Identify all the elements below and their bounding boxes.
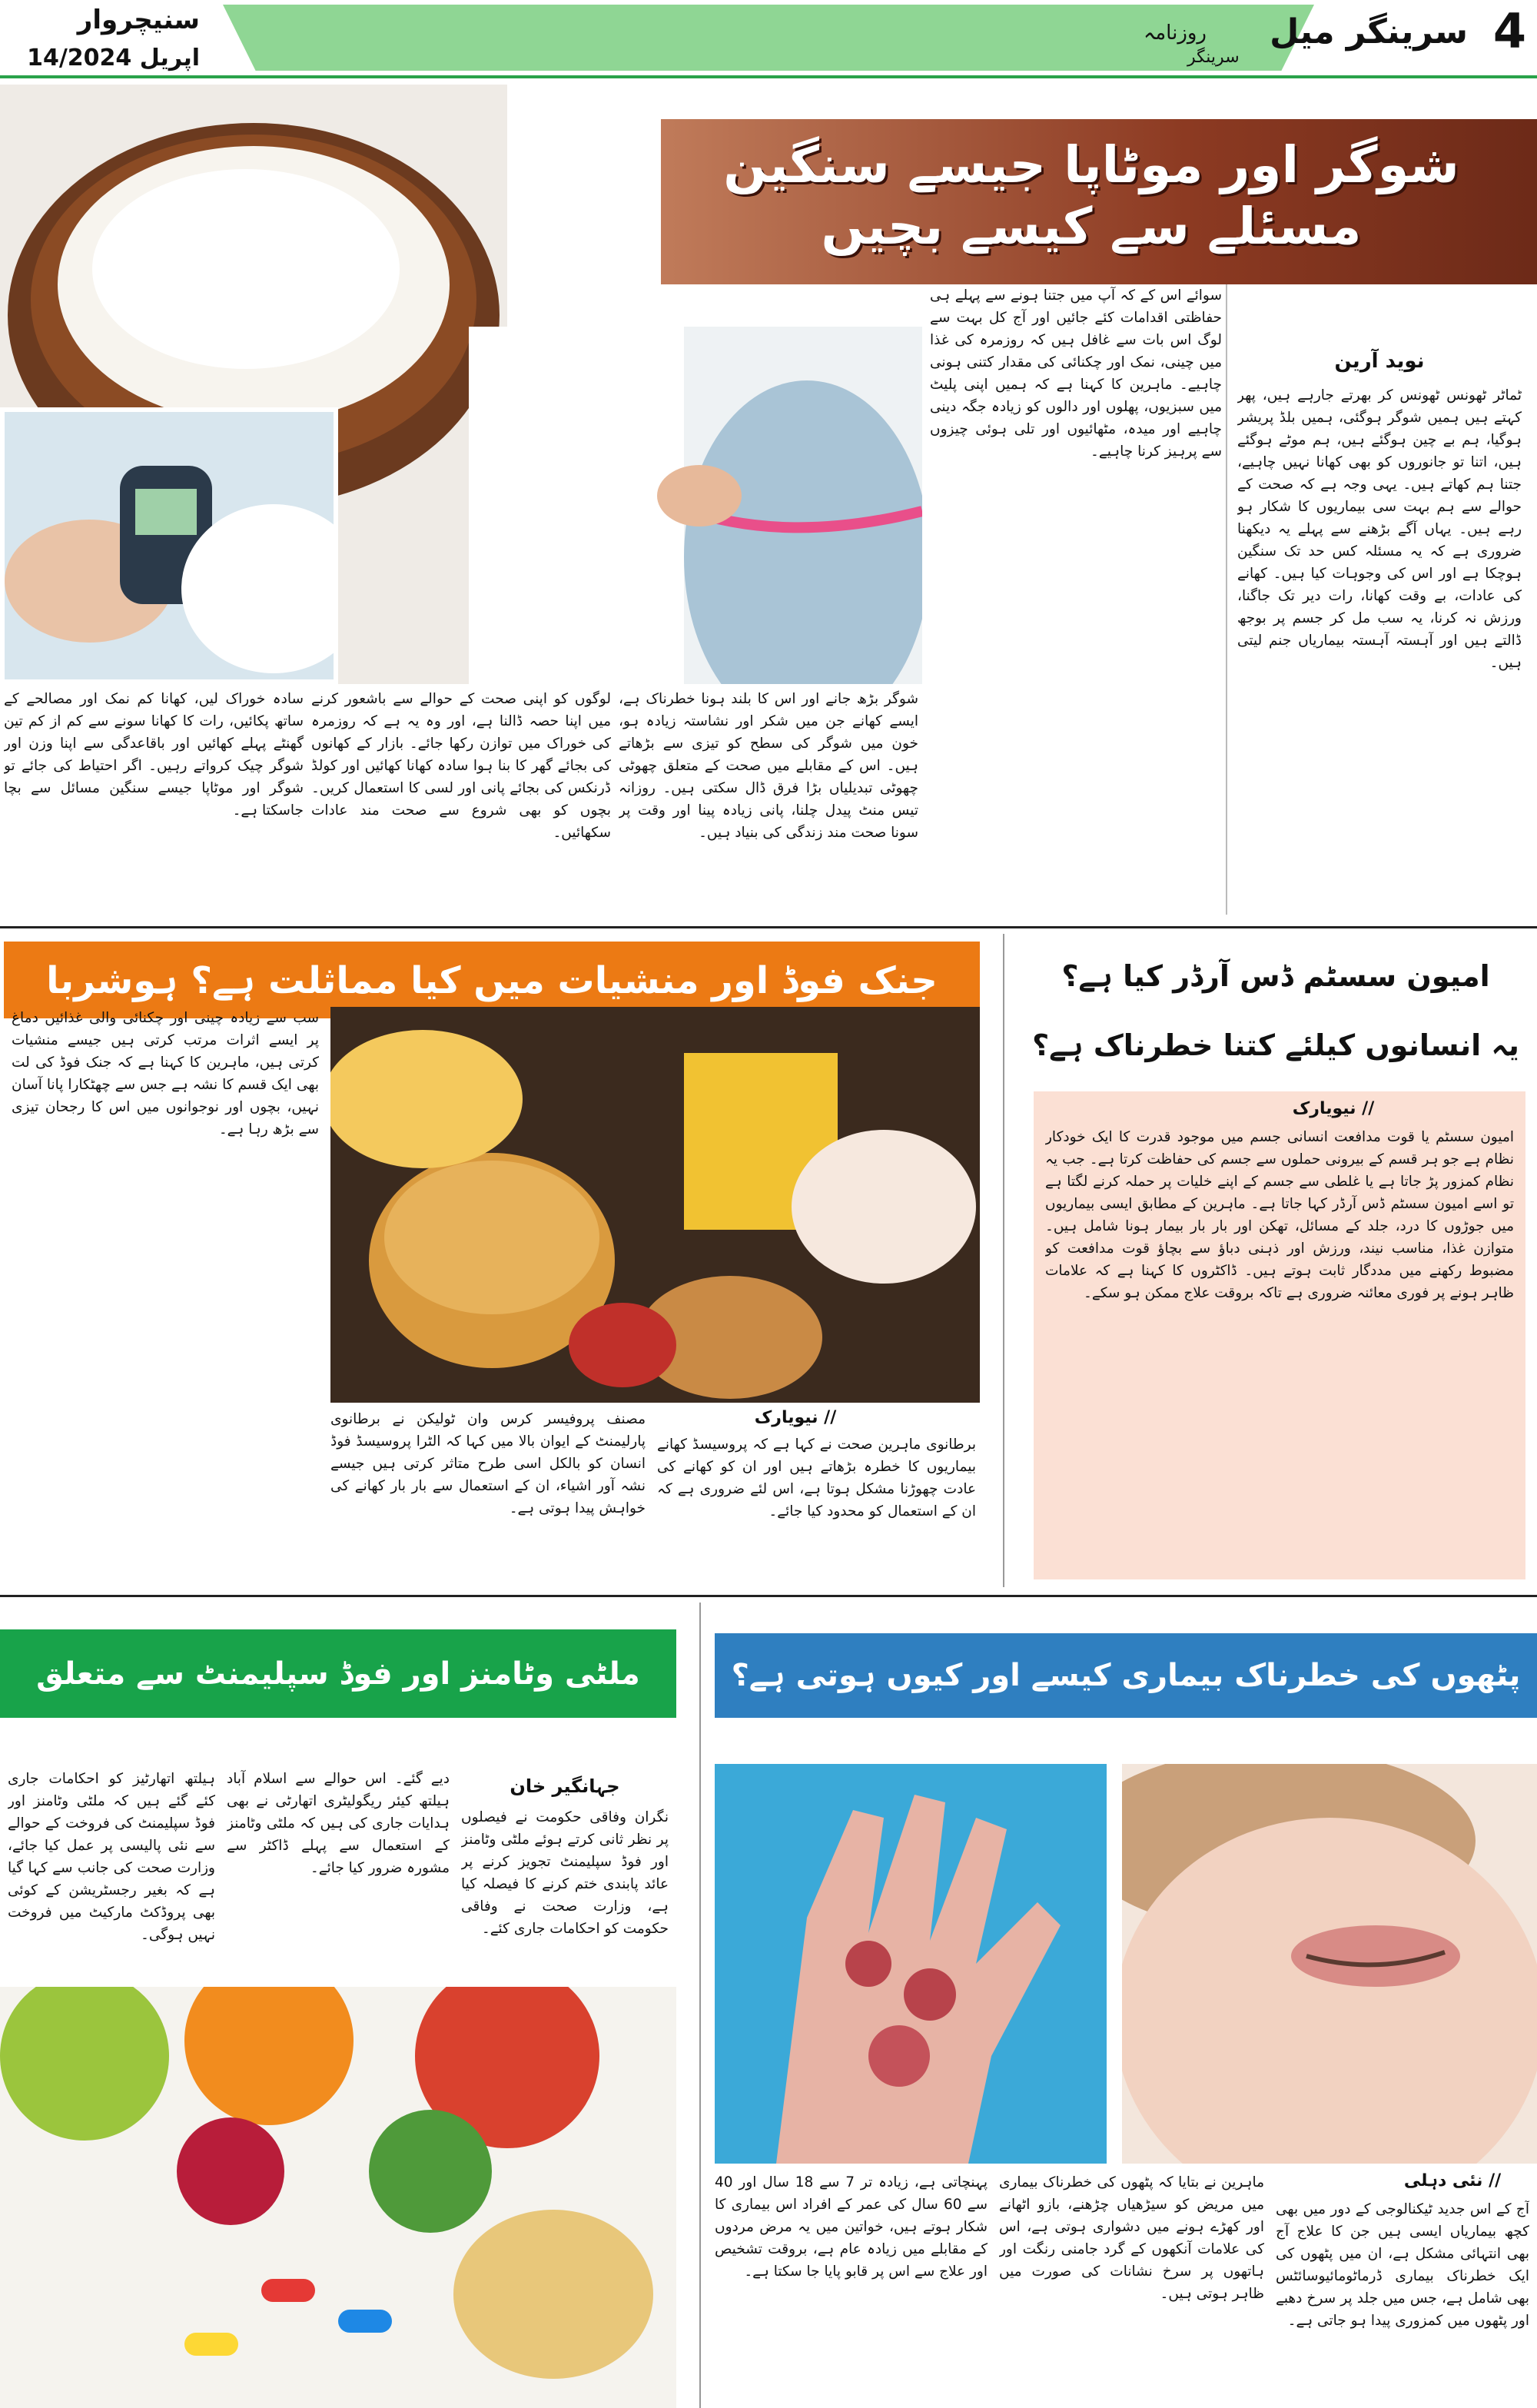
weekday: سنیچروار [77, 5, 200, 35]
header-masthead [1091, 0, 1537, 77]
immune-headline-2: یہ انسانوں کیلئے کتنا خطرناک ہے؟ [1032, 1028, 1519, 1062]
page-number: 4 [1492, 3, 1526, 59]
header-rule [0, 75, 1537, 78]
newspaper-city: سرینگر [1187, 48, 1240, 67]
main-col-4: لوگوں کو اپنی صحت کے حوالے سے باشعور کرنے میں اپنا حصہ ڈالنا ہے، اور وہ یہ ہے کہ روزمرہ کی خوراک میں توازن رکھا جائے۔ بازار کے کھانوں کی بجائے گھر کا بنا ہوا سادہ کھانا کھائیں اور کولڈ ڈرنکس کی بجائے پانی اور لسی کا استعمال کریں۔ بچوں کو بھی شروع سے صحت مند عادات سکھائیں۔ [311, 691, 611, 841]
vitamins-col-2: دیے گئے۔ اس حوالے سے اسلام آباد ہیلتھ کیئر ریگولیٹری اتھارٹی نے بھی ہدایات جاری کی ہیں کہ ملٹی وٹامنز کے استعمال سے پہلے ڈاکٹر سے مشورہ ضرور کیا جائے۔ [227, 1771, 450, 1876]
vitamins-col-1: ہیلتھ اتھارٹیز کو احکامات جاری کئے گئے ہیں کہ ملٹی وٹامنز اور فوڈ سپلیمنٹ کی فروخت کے حوالے سے نئی پالیسی پر عمل کیا جائے، وزارت صحت کی جانب سے کہا گیا ہے کہ بغیر رجسٹریشن کے کوئی بھی پروڈکٹ مارکیٹ میں فروخت نہیں ہوگی۔ [8, 1771, 215, 1943]
muscles-headline: پٹھوں کی خطرناک بیماری کیسے اور کیوں ہوتی ہے؟ [731, 1658, 1521, 1693]
fruits-vitamins-image [0, 1987, 676, 2408]
newspaper-daily-label: روزنامہ [1144, 22, 1207, 45]
main-byline: نوید آرین [1334, 350, 1425, 373]
junk-food-image [330, 1007, 980, 1403]
waist-measure-image [469, 327, 922, 684]
column-divider [1226, 284, 1227, 915]
muscles-col-2: ماہرین نے بتایا کہ پٹھوں کی خطرناک بیماری میں مریض کو سیڑھیاں چڑھنے، بازو اٹھانے اور کھڑے ہونے میں دشواری ہوتی ہے، اس کی علامات آنکھوں کے گرد جامنی رنگت اور ہاتھوں پر سرخ نشانات کی صورت میں ظاہر ہوتی ہیں۔ [999, 2174, 1264, 2302]
column-divider [1003, 934, 1004, 1587]
junk-col-2: مصنف پروفیسر کرس وان ٹولیکن نے برطانوی پارلیمنٹ کے ایوان بالا میں کہا کہ الٹرا پروسیسڈ فوڈ انسان کو بالکل اسی طرح متاثر کرتی ہیں جیسے نشہ آور اشیاء، ان کے استعمال سے بار بار کھانے کی خواہش پیدا ہوتی ہے۔ [330, 1411, 646, 1516]
issue-date: 14/اپریل 2024 [27, 45, 200, 71]
main-col-1: ٹماٹر ٹھونس ٹھونس کر بھرتے جارہے ہیں، پھر کہتے ہیں ہمیں شوگر ہوگئی، ہمیں بلڈ پریشر ہوگیا، ہم بے چین ہوگئے ہیں، ہم موٹے ہوگئے ہیں، اتنا تو جانوروں کو بھی کھانا نہیں چاہیے، جتنا ہم کھاتے ہیں۔ یہی وجہ ہے کہ صحت کے حوالے سے ہم بہت سی بیماریوں کا شکار ہو رہے ہیں۔ یہاں آگے بڑھنے سے پہلے یہ دیکھنا ضروری ہے کہ یہ مسئلہ کس حد تک سنگین ہوچکا ہے اور اس کی وجوہات کیا ہیں۔ کھانے کی عادات، بے وقت کھانا، رات دیر تک جاگنا، ورزش نہ کرنا، یہ سب مل کر جسم پر بوجھ ڈالتے ہیں اور آہستہ آہستہ بیماریاں جنم لیتی ہیں۔ [1237, 387, 1522, 671]
immune-byline: نیویارک // [1292, 1099, 1375, 1118]
vitamins-col-3: نگران وفاقی حکومت نے فیصلوں پر نظر ثانی کرتے ہوئے ملٹی وٹامنز اور فوڈ سپلیمنٹ تجویز کرنے پر عائد پابندی ختم کرنے کا فیصلہ کیا ہے، وزارت صحت نے وفاقی حکومت کو احکامات جاری کئے۔ [461, 1809, 669, 1937]
newspaper-name: سرینگر میل [1270, 12, 1468, 51]
immune-headline-1: امیون سسٹم ڈس آرڈر کیا ہے؟ [1061, 959, 1490, 993]
section-rule [0, 926, 1537, 928]
junk-headline: جنک فوڈ اور منشیات میں کیا مماثلت ہے؟ ہوشربا [46, 959, 938, 1002]
muscles-col-3: پہنچاتی ہے، زیادہ تر 7 سے 18 سال اور 40 سے 60 سال کی عمر کے افراد اس بیماری کا شکار ہوتے ہیں، خواتین میں یہ مرض مردوں کے مقابلے میں زیادہ عام ہے، بروقت تشخیص اور علاج سے اس پر قابو پایا جا سکتا ہے۔ [715, 2174, 988, 2280]
child-eye-rash-image [1122, 1764, 1537, 2164]
immune-body: امیون سسٹم یا قوت مدافعت انسانی جسم میں موجود قدرت کا ایک خودکار نظام ہے جو ہر قسم کے بیرونی حملوں سے جسم کی حفاظت کرتا ہے۔ جب یہ نظام کمزور پڑ جاتا ہے یا غلطی سے جسم کے اپنے خلیات پر حملہ کرنے لگتا ہے تو اسے امیون سسٹم ڈس آرڈر کہا جاتا ہے۔ ماہرین کے مطابق ایسی بیماریوں میں جوڑوں کا درد، جلد کے مسائل، تھکن اور بار بار بیمار ہونا شامل ہیں۔ متوازن غذا، مناسب نیند، ورزش اور ذہنی دباؤ سے بچاؤ قوت مدافعت کو مضبوط رکھنے میں مددگار ثابت ہوتے ہیں۔ ڈاکٹروں کا کہنا ہے کہ علامات ظاہر ہونے پر فوری معائنہ ضروری ہے تاکہ بروقت علاج ممکن ہو سکے۔ [1045, 1129, 1514, 1301]
hand-rash-image [715, 1764, 1107, 2164]
junk-byline: نیویارک // [754, 1408, 837, 1427]
vitamins-headline: ملٹی وٹامنز اور فوڈ سپلیمنٹ سے متعلق اہم اعلان [36, 1656, 640, 1750]
junk-col-3: برطانوی ماہرین صحت نے کہا ہے کہ پروسیسڈ کھانے بیماریوں کا خطرہ بڑھاتے ہیں اور ان کو کھانے کی عادت چھوڑنا مشکل ہوتا ہے، اس لئے ضروری ہے کہ ان کے استعمال کو محدود کیا جائے۔ [657, 1436, 976, 1520]
muscles-byline: نئی دہلی // [1403, 2171, 1502, 2190]
glucometer-image [0, 407, 338, 684]
muscles-col-1: آج کے اس جدید ٹیکنالوجی کے دور میں بھی کچھ بیماریاں ایسی ہیں جن کا علاج آج بھی انتہائی مشکل ہے، ان میں پٹھوں کی ایک خطرناک بیماری ڈرماٹومائیوسائٹس بھی شامل ہے، جس میں جلد پر سرخ دھبے اور پٹھوں میں کمزوری پیدا ہو جاتی ہے۔ [1276, 2201, 1529, 2329]
main-col-3: شوگر بڑھ جانے اور اس کا بلند ہونا خطرناک ہے، ایسے کھانے جن میں شکر اور نشاستہ زیادہ ہو، خون میں شوگر کی سطح کو تیزی سے بڑھاتے ہیں۔ اس کے مقابلے میں صحت کے متعلق چھوٹی چھوٹی تبدیلیاں بڑا فرق ڈال سکتی ہیں۔ روزانہ تیس منٹ پیدل چلنا، پانی زیادہ پینا اور وقت پر سونا صحت مند زندگی کی بنیاد ہیں۔ [619, 691, 918, 841]
junk-col-1: سب سے زیادہ چینی اور چکنائی والی غذائیں دماغ پر ایسے اثرات مرتب کرتی ہیں جیسے منشیات کرتی ہیں، ماہرین کا کہنا ہے کہ جنک فوڈ کی لت بھی ایک قسم کا نشہ ہے جس سے چھٹکارا پانا آسان نہیں، بچوں اور نوجوانوں میں اس کا رجحان تیزی سے بڑھ رہا ہے۔ [12, 1010, 319, 1138]
vitamins-byline: جہانگیر خان [510, 1775, 620, 1797]
main-col-2: سوائے اس کے کہ آپ میں جتنا ہونے سے پہلے ہی حفاظتی اقدامات کئے جائیں اور آج کل بہت سے لوگ اس بات سے غافل ہیں کہ روزمرہ کی غذا میں چینی، نمک اور چکنائی کی مقدار کتنی ہونی چاہیے۔ ماہرین کا کہنا ہے کہ ہمیں اپنی پلیٹ میں سبزیوں، پھلوں اور دالوں کو زیادہ جگہ دینی چاہیے اور میدہ، مٹھائیوں اور تلی ہوئی چیزوں سے پرہیز کرنا چاہیے۔ [930, 287, 1222, 460]
main-col-5: سادہ خوراک لیں، کھانا کم نمک اور مصالحے کے ساتھ پکائیں، رات کا کھانا سونے سے کم از کم تین گھنٹے پہلے کھائیں اور باقاعدگی سے اپنا وزن اور شوگر چیک کرواتے رہیں۔ اگر احتیاط کی جائے تو شوگر اور موٹاپا جیسے سنگین مسائل سے بچا جاسکتا ہے۔ [4, 691, 304, 819]
section-rule [0, 1595, 1537, 1597]
header-date-block [0, 0, 223, 77]
main-headline: شوگر اور موٹاپا جیسے سنگین مسئلے سے کیسے بچیں [723, 135, 1459, 256]
column-divider [699, 1603, 701, 2408]
